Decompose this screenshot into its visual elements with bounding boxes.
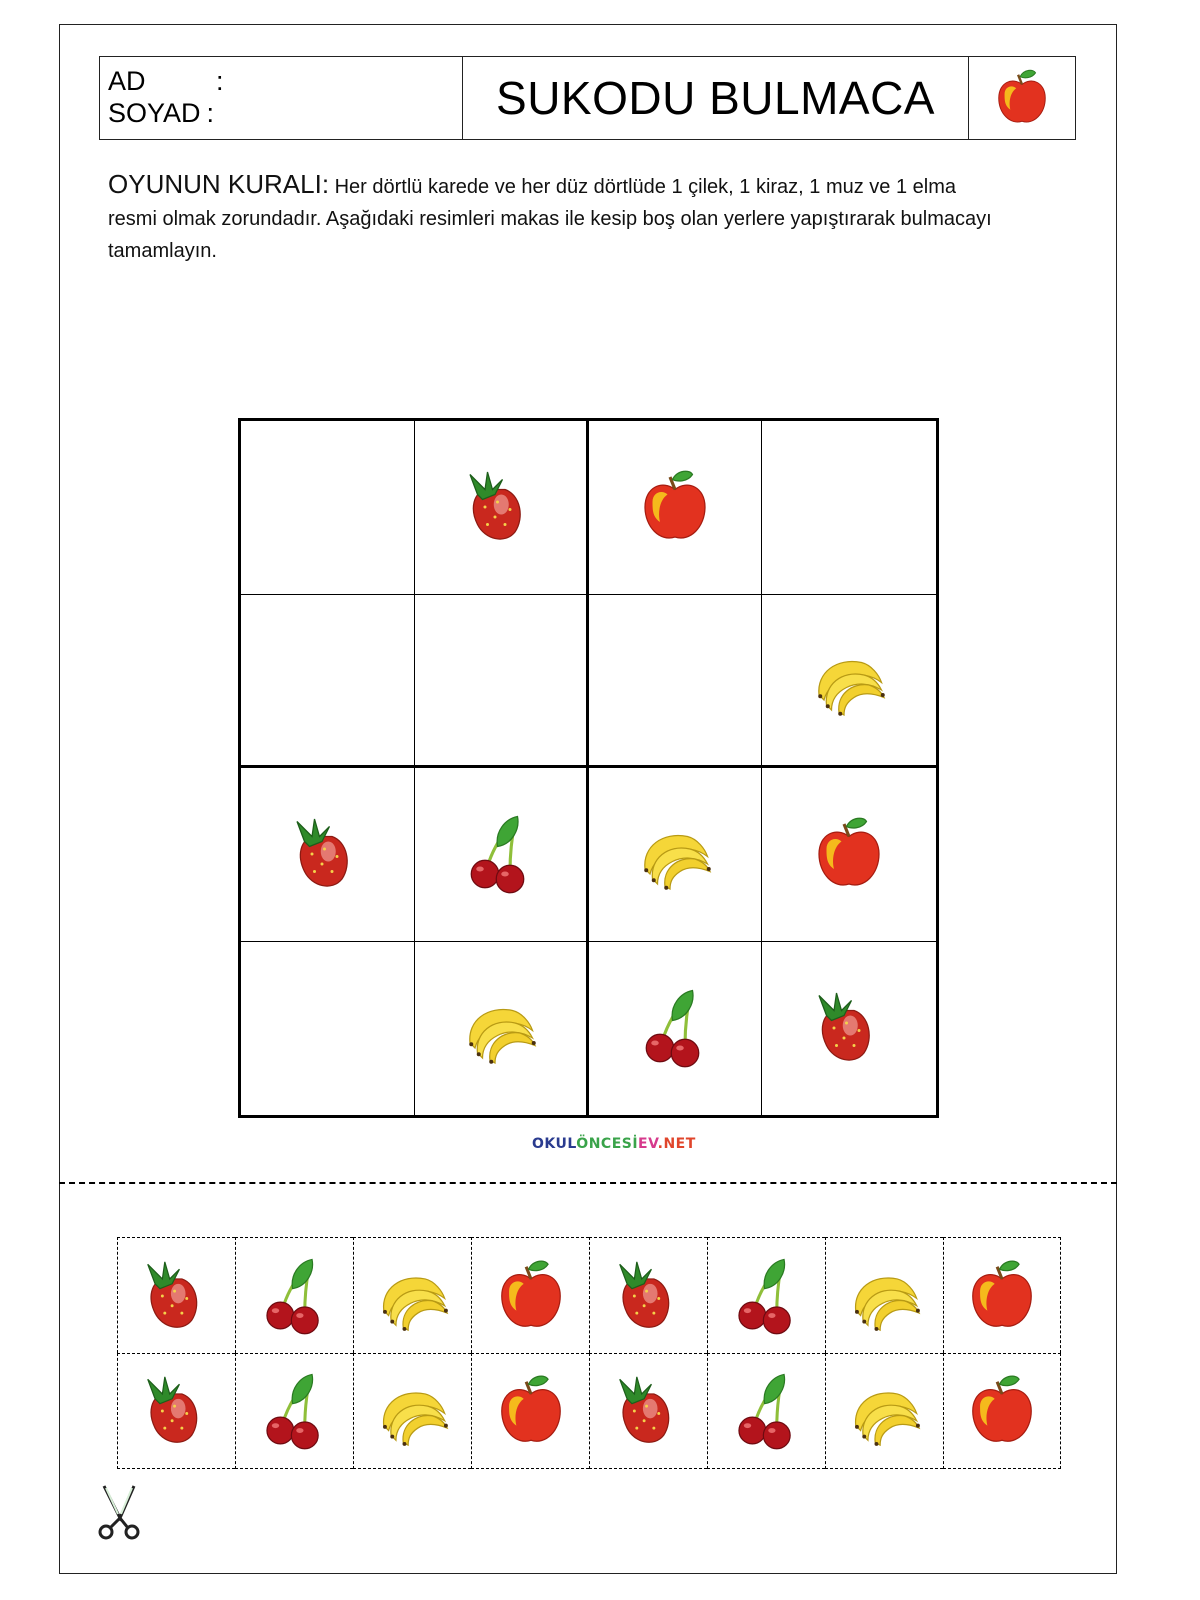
cutout-piece-strawberry[interactable] (117, 1237, 235, 1353)
cutout-piece-apple[interactable] (943, 1353, 1061, 1469)
rules (108, 168, 1008, 267)
cherry-icon (256, 1372, 334, 1450)
cutout-piece-cherry[interactable] (707, 1353, 825, 1469)
cutout-piece-strawberry[interactable] (589, 1353, 707, 1469)
apple-icon (963, 1257, 1041, 1335)
strawberry-icon (138, 1257, 216, 1335)
sudoku-board (238, 418, 939, 1118)
apple-icon (492, 1372, 570, 1450)
board-cell-empty[interactable] (241, 942, 415, 1116)
cutout-piece-banana[interactable] (353, 1353, 471, 1469)
strawberry-icon (610, 1372, 688, 1450)
board-cell-empty[interactable] (241, 595, 415, 769)
cherry-icon (256, 1257, 334, 1335)
cutout-piece-apple[interactable] (943, 1237, 1061, 1353)
board-cell-empty[interactable] (241, 421, 415, 595)
board-cell-strawberry[interactable] (762, 942, 936, 1116)
board-cell-empty[interactable] (589, 595, 763, 769)
page-title: SUKODU BULMACA (463, 57, 969, 139)
strawberry-icon (138, 1372, 216, 1450)
apple-icon (635, 467, 715, 547)
board-cell-strawberry[interactable] (415, 421, 589, 595)
cutout-piece-banana[interactable] (825, 1353, 943, 1469)
banana-icon (635, 814, 715, 894)
apple-icon (809, 814, 889, 894)
cutout-piece-cherry[interactable] (235, 1353, 353, 1469)
board-cell-apple[interactable] (762, 768, 936, 942)
rules-text: Her dörtlü karede ve her düz dörtlüde 1 çilek, 1 kiraz, 1 muz ve 1 elma resmi olmak zorundadır. Aşağıdaki resimleri makas ile kesip boş olan yerlere yapıştırarak bulmacayı tamamlayın. (108, 176, 992, 262)
surname-label: SOYAD (108, 98, 201, 128)
strawberry-icon (610, 1257, 688, 1335)
banana-icon (846, 1257, 924, 1335)
cherry-icon (460, 814, 540, 894)
surname-colon: : (206, 98, 215, 128)
cherry-icon (728, 1372, 806, 1450)
apple-icon (492, 1257, 570, 1335)
banana-icon (374, 1372, 452, 1450)
rules-title: OYUNUN KURALI: (108, 169, 330, 199)
logo-part: OKUL (532, 1136, 577, 1152)
cutout-pieces (117, 1237, 1061, 1469)
cutout-piece-cherry[interactable] (235, 1237, 353, 1353)
board-cell-empty[interactable] (415, 595, 589, 769)
cutout-piece-banana[interactable] (825, 1237, 943, 1353)
apple-icon (991, 67, 1053, 129)
scissors-icon (96, 1484, 142, 1540)
banana-icon (460, 988, 540, 1068)
cutout-piece-strawberry[interactable] (589, 1237, 707, 1353)
logo-part: ÖNCESİ (576, 1136, 639, 1152)
name-section (100, 57, 463, 139)
board-cell-empty[interactable] (762, 421, 936, 595)
board-cell-apple[interactable] (589, 421, 763, 595)
cherry-icon (728, 1257, 806, 1335)
cutout-piece-apple[interactable] (471, 1237, 589, 1353)
banana-icon (846, 1372, 924, 1450)
strawberry-icon (287, 814, 367, 894)
header-icon-box (969, 57, 1075, 139)
logo-part: .NET (657, 1136, 696, 1152)
apple-icon (963, 1372, 1041, 1450)
logo-part: EV (638, 1136, 658, 1152)
site-logo (532, 1136, 696, 1152)
cherry-icon (635, 988, 715, 1068)
banana-icon (374, 1257, 452, 1335)
cutout-piece-apple[interactable] (471, 1353, 589, 1469)
strawberry-icon (460, 467, 540, 547)
strawberry-icon (809, 988, 889, 1068)
header (99, 56, 1076, 140)
cutout-piece-cherry[interactable] (707, 1237, 825, 1353)
name-label: AD (108, 66, 146, 96)
cutout-piece-banana[interactable] (353, 1237, 471, 1353)
board-cell-banana[interactable] (589, 768, 763, 942)
cut-line (59, 1182, 1117, 1184)
board-cell-cherry[interactable] (589, 942, 763, 1116)
cutout-piece-strawberry[interactable] (117, 1353, 235, 1469)
banana-icon (809, 640, 889, 720)
name-colon: : (216, 66, 224, 96)
board-cell-banana[interactable] (762, 595, 936, 769)
board-cell-banana[interactable] (415, 942, 589, 1116)
board-cell-strawberry[interactable] (241, 768, 415, 942)
board-cell-cherry[interactable] (415, 768, 589, 942)
